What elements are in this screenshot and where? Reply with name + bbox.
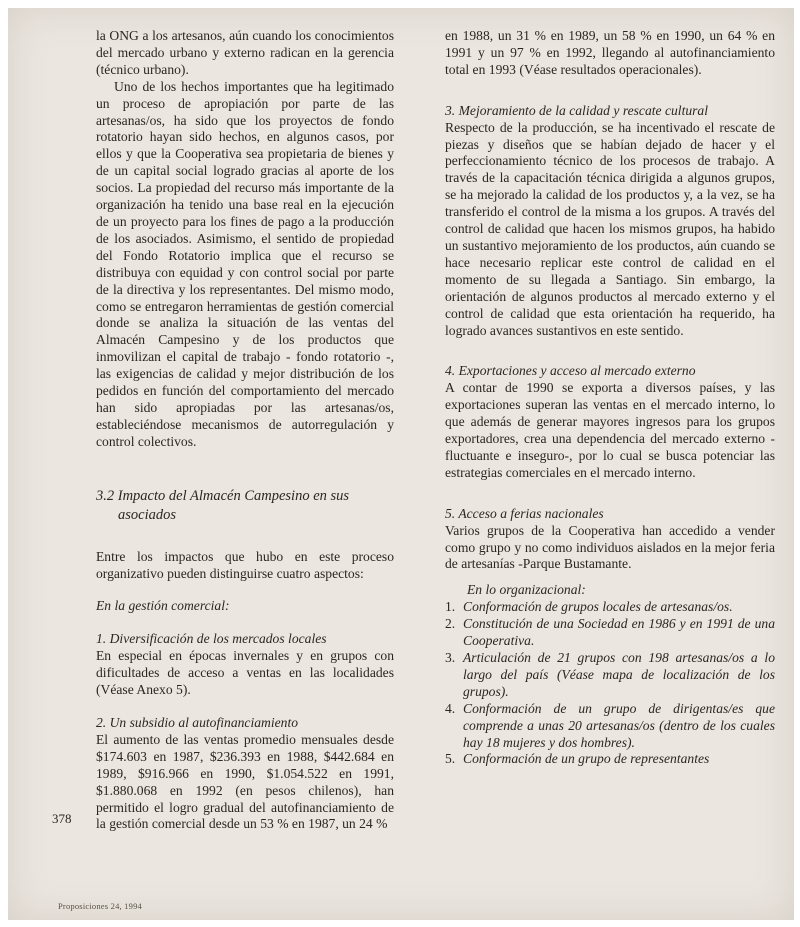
- list-text: Constitución de una Sociedad en 1986 y en 1991 de una Cooperativa.: [463, 616, 775, 649]
- subheading: En lo organizacional:: [467, 582, 586, 598]
- paragraph: la ONG a los artesanos, aún cuando los conocimientos del mercado urbano y externo radican en la gerencia (técnico urbano).: [96, 28, 394, 77]
- section-title: [96, 487, 394, 525]
- list-number: 3.: [445, 650, 456, 665]
- list-number: 2.: [445, 616, 456, 632]
- list-item: [445, 751, 775, 768]
- item-heading: 1. Diversificación de los mercados locales: [96, 631, 327, 647]
- paragraph: Respecto de la producción, se ha incentivado el rescate de piezas y diseños que se habían dejado de hacer y el perfeccionamiento técnico de los procesos de trabajo. A través de la capacitación técnica dirigida a algunos grupos, se ha mejorado la calidad de los productos y, a la vez, se ha transferido el control de la misma a los grupos. A través del control de calidad que hacen los mismos grupos, ha habido un sustantivo mejoramiento de los productos, aún cuando se hace necesario replicar este control de calidad en el momento de su llegada a Santiago. Sin embargo, la orientación de algunos productos al mercado externo y el control de calidad que esta orientación ha requerido, ha logrado avances sustantivos en este sentido.: [445, 119, 775, 338]
- footer-citation: Proposiciones 24, 1994: [58, 901, 142, 911]
- right-column: [445, 28, 775, 768]
- list-number: 1.: [445, 599, 456, 615]
- paragraph: Entre los impactos que hubo en este proceso organizativo pueden distinguirse cuatro aspectos:: [96, 548, 394, 581]
- list-text: Articulación de 21 grupos con 198 artesanas/os a lo largo del país (Véase mapa de localización de los grupos).: [463, 650, 775, 699]
- left-column: [96, 28, 394, 833]
- list-item: [445, 616, 775, 650]
- section-title-line1: 3.2 Impacto del Almacén Campesino en sus: [96, 487, 350, 504]
- list-item: [445, 599, 775, 616]
- organizational-list: [445, 599, 775, 768]
- item-heading: 3. Mejoramiento de la calidad y rescate cultural: [445, 102, 709, 118]
- item-heading: 2. Un subsidio al autofinanciamiento: [96, 715, 299, 730]
- paragraph: A contar de 1990 se exporta a diversos países, y las exportaciones superan las ventas en el mercado interno, lo que además de generar mayores ingresos para los grupos exportadores, crea una dependencia del mercado externo -fluctuante e inseguro-, por lo cual se busca potenciar las estrategias comerciales en el mercado interno.: [445, 380, 775, 480]
- list-item: [445, 650, 775, 701]
- subheading: En la gestión comercial:: [96, 598, 230, 614]
- list-number: 5.: [445, 751, 456, 767]
- list-text: Conformación de grupos locales de artesanas/os.: [463, 599, 733, 615]
- document-page: [8, 8, 794, 920]
- page-number: 378: [52, 811, 72, 826]
- list-text: Conformación de un grupo de representantes: [463, 751, 710, 767]
- paragraph: en 1988, un 31 % en 1989, un 58 % en 1990, un 64 % en 1991 y un 97 % en 1992, llegando al autofinanciamiento total en 1993 (Véase resultados operacionales).: [445, 28, 775, 77]
- paragraph: En especial en épocas invernales y en grupos con dificultades de acceso a ventas en las localidades (Véase Anexo 5).: [96, 648, 394, 698]
- paragraph: El aumento de las ventas promedio mensuales desde $174.603 en 1987, $236.393 en 1988, $442.684 en 1989, $916.966 en 1990, $1.054.522 en 1991, $1.880.068 en 1992 (en pesos chilenos), han permitido el logro gradual del autofinanciamiento de la gestión comercial desde un 53 % en 1987, un 24 %: [96, 731, 394, 832]
- paragraph: Uno de los hechos importantes que ha legitimado un proceso de apropiación por parte de las artesanas/os, ha sido que los proyectos de fondo rotatorio hayan sido hechos, en algunos casos, por ellos y que la Cooperativa sea propietaria de bienes y de un capital social logrado gracias al aporte de los socios. La propiedad del recurso más importante de la organización ha tenido una base real en la ejecución de un proyecto para los fines de pago a la producción de los asociados. Asimismo, el sentido de propiedad del Fondo Rotatorio implica que el recurso se distribuya con equidad y con control social por parte de la directiva y los representantes. Del mismo modo, como se entregaron herramientas de gestión comercial donde se analiza la situación de las ventas del Almacén Campesino y de los productos que inmovilizan el capital de trabajo - fondo rotatorio -, las exigencias de calidad y mejor distribución de los pedidos en función del comportamiento del mercado han sido apropiadas por las artesanas/os, estableciéndose mecanismos de autorregulación y control colectivos.: [96, 78, 394, 449]
- list-item: [445, 701, 775, 752]
- item-heading: 5. Acceso a ferias nacionales: [445, 505, 604, 521]
- item-heading: 4. Exportaciones y acceso al mercado externo: [445, 363, 696, 379]
- paragraph: Varios grupos de la Cooperativa han accedido a vender como grupo y no como individuos aislados en la mejor feria de artesanías -Parque Bustamante.: [445, 522, 775, 572]
- section-title-line2: asociados: [118, 506, 176, 523]
- list-text: Conformación de un grupo de dirigentas/es que comprende a unas 20 artesanas/os (dentro de los cuales hay 18 mujeres y dos hombres).: [463, 700, 775, 750]
- list-number: 4.: [445, 700, 456, 716]
